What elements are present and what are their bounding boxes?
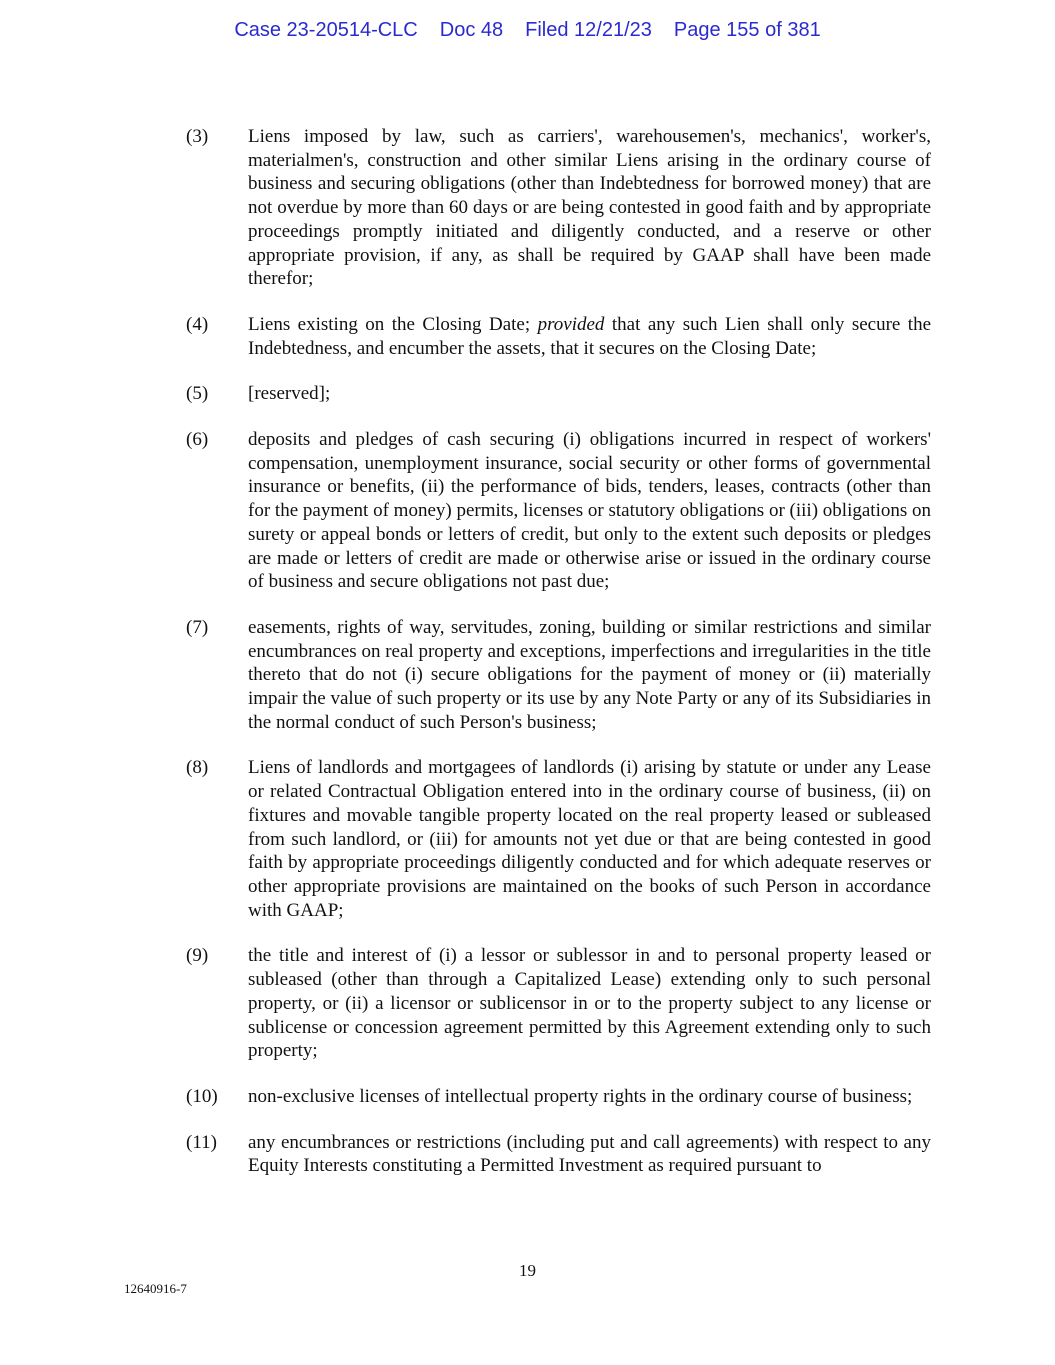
clause-text: [reserved];: [248, 383, 331, 405]
clause-number: (9): [186, 945, 209, 967]
clause-number: (5): [186, 383, 209, 405]
clause-7: [0, 616, 1055, 735]
filed-date: Filed 12/21/23: [525, 19, 652, 41]
clause-text: Liens imposed by law, such as carriers', warehousemen's, mechanics', worker's, materialmen's, construction and other similar Liens arising in the ordinary course of business and securing obligations (other than Indebtedness for borrowed money) that are not overdue by more than 60 days or are being contested in good faith and by appropriate proceedings promptly initiated and diligently conducted, and a reserve or other appropriate provision, if any, as shall be required by GAAP shall have been made therefor;: [248, 126, 931, 290]
case-number: Case 23-20514-CLC: [234, 19, 418, 41]
clause-list: [0, 125, 1055, 1200]
clause-text: any encumbrances or restrictions (including put and call agreements) with respect to any Equity Interests constituting a Permitted Investment as required pursuant to: [248, 1131, 931, 1177]
clause-text-part: Liens existing on the Closing Date;: [248, 313, 538, 335]
page-of-total: Page 155 of 381: [673, 19, 821, 41]
clause-10: [0, 1085, 1055, 1109]
clause-number: (10): [186, 1085, 218, 1107]
clause-6: [0, 428, 1055, 594]
clause-number: (11): [186, 1131, 217, 1153]
clause-11: [0, 1131, 1055, 1178]
clause-text: deposits and pledges of cash securing (i) obligations incurred in respect of workers' compensation, unemployment insurance, social security or other forms of governmental insurance or benefits, (ii) the performance of bids, tenders, leases, contracts (other than for the payment of money) permits, licenses or statutory obligations or (iii) obligations on surety or appeal bonds or letters of credit, but only to the extent such deposits or pledges are made or letters of credit are made or otherwise arise or issued in the ordinary course of business and secure obligations not past due;: [248, 429, 931, 593]
clause-number: (7): [186, 616, 209, 638]
clause-9: [0, 944, 1055, 1063]
clause-8: [0, 756, 1055, 922]
clause-number: (8): [186, 757, 209, 779]
court-filing-header: [0, 19, 1055, 42]
clause-text: easements, rights of way, servitudes, zoning, building or similar restrictions and similar encumbrances on real property and exceptions, imperfections and irregularities in the title thereto that do not (i) secure obligations for the payment of money or (ii) materially impair the value of such property or its use by any Note Party or any of its Subsidiaries in the normal conduct of such Person's business;: [248, 616, 931, 733]
clause-number: (4): [186, 313, 209, 335]
page-number: 19: [519, 1261, 536, 1280]
clause-text: [248, 313, 931, 360]
clause-3: [0, 125, 1055, 291]
clause-text-part: that any such Lien shall only secure the Indebtedness, and encumber the assets, that it secures on the Closing Date;: [248, 313, 932, 359]
clause-number: (3): [186, 126, 209, 147]
clause-number: (6): [186, 429, 209, 451]
clause-4: [0, 313, 1055, 360]
document-id: 12640916-7: [124, 1281, 187, 1296]
clause-text: non-exclusive licenses of intellectual property rights in the ordinary course of business;: [248, 1085, 913, 1107]
clause-text: the title and interest of (i) a lessor or sublessor in and to personal property leased or subleased (other than through a Capitalized Lease) extending only to such personal property, or (ii) a licensor or sublicensor in or to the property subject to any license or sublicense or concession agreement permitted by this Agreement extending only to such property;: [248, 945, 931, 1062]
clause-text: Liens of landlords and mortgagees of landlords (i) arising by statute or under any Lease or related Contractual Obligation entered into in the ordinary course of business, (ii) on fixtures and movable tangible property located on the real property leased or subleased from such landlord, or (iii) for amounts not yet due or that are being contested in good faith by appropriate proceedings diligently conducted and for which adequate reserves or other appropriate provisions are maintained on the books of such Person in accordance with GAAP;: [248, 757, 931, 921]
clause-text-italic: provided: [537, 313, 605, 335]
clause-5: [0, 382, 1055, 406]
doc-number: Doc 48: [439, 19, 504, 41]
